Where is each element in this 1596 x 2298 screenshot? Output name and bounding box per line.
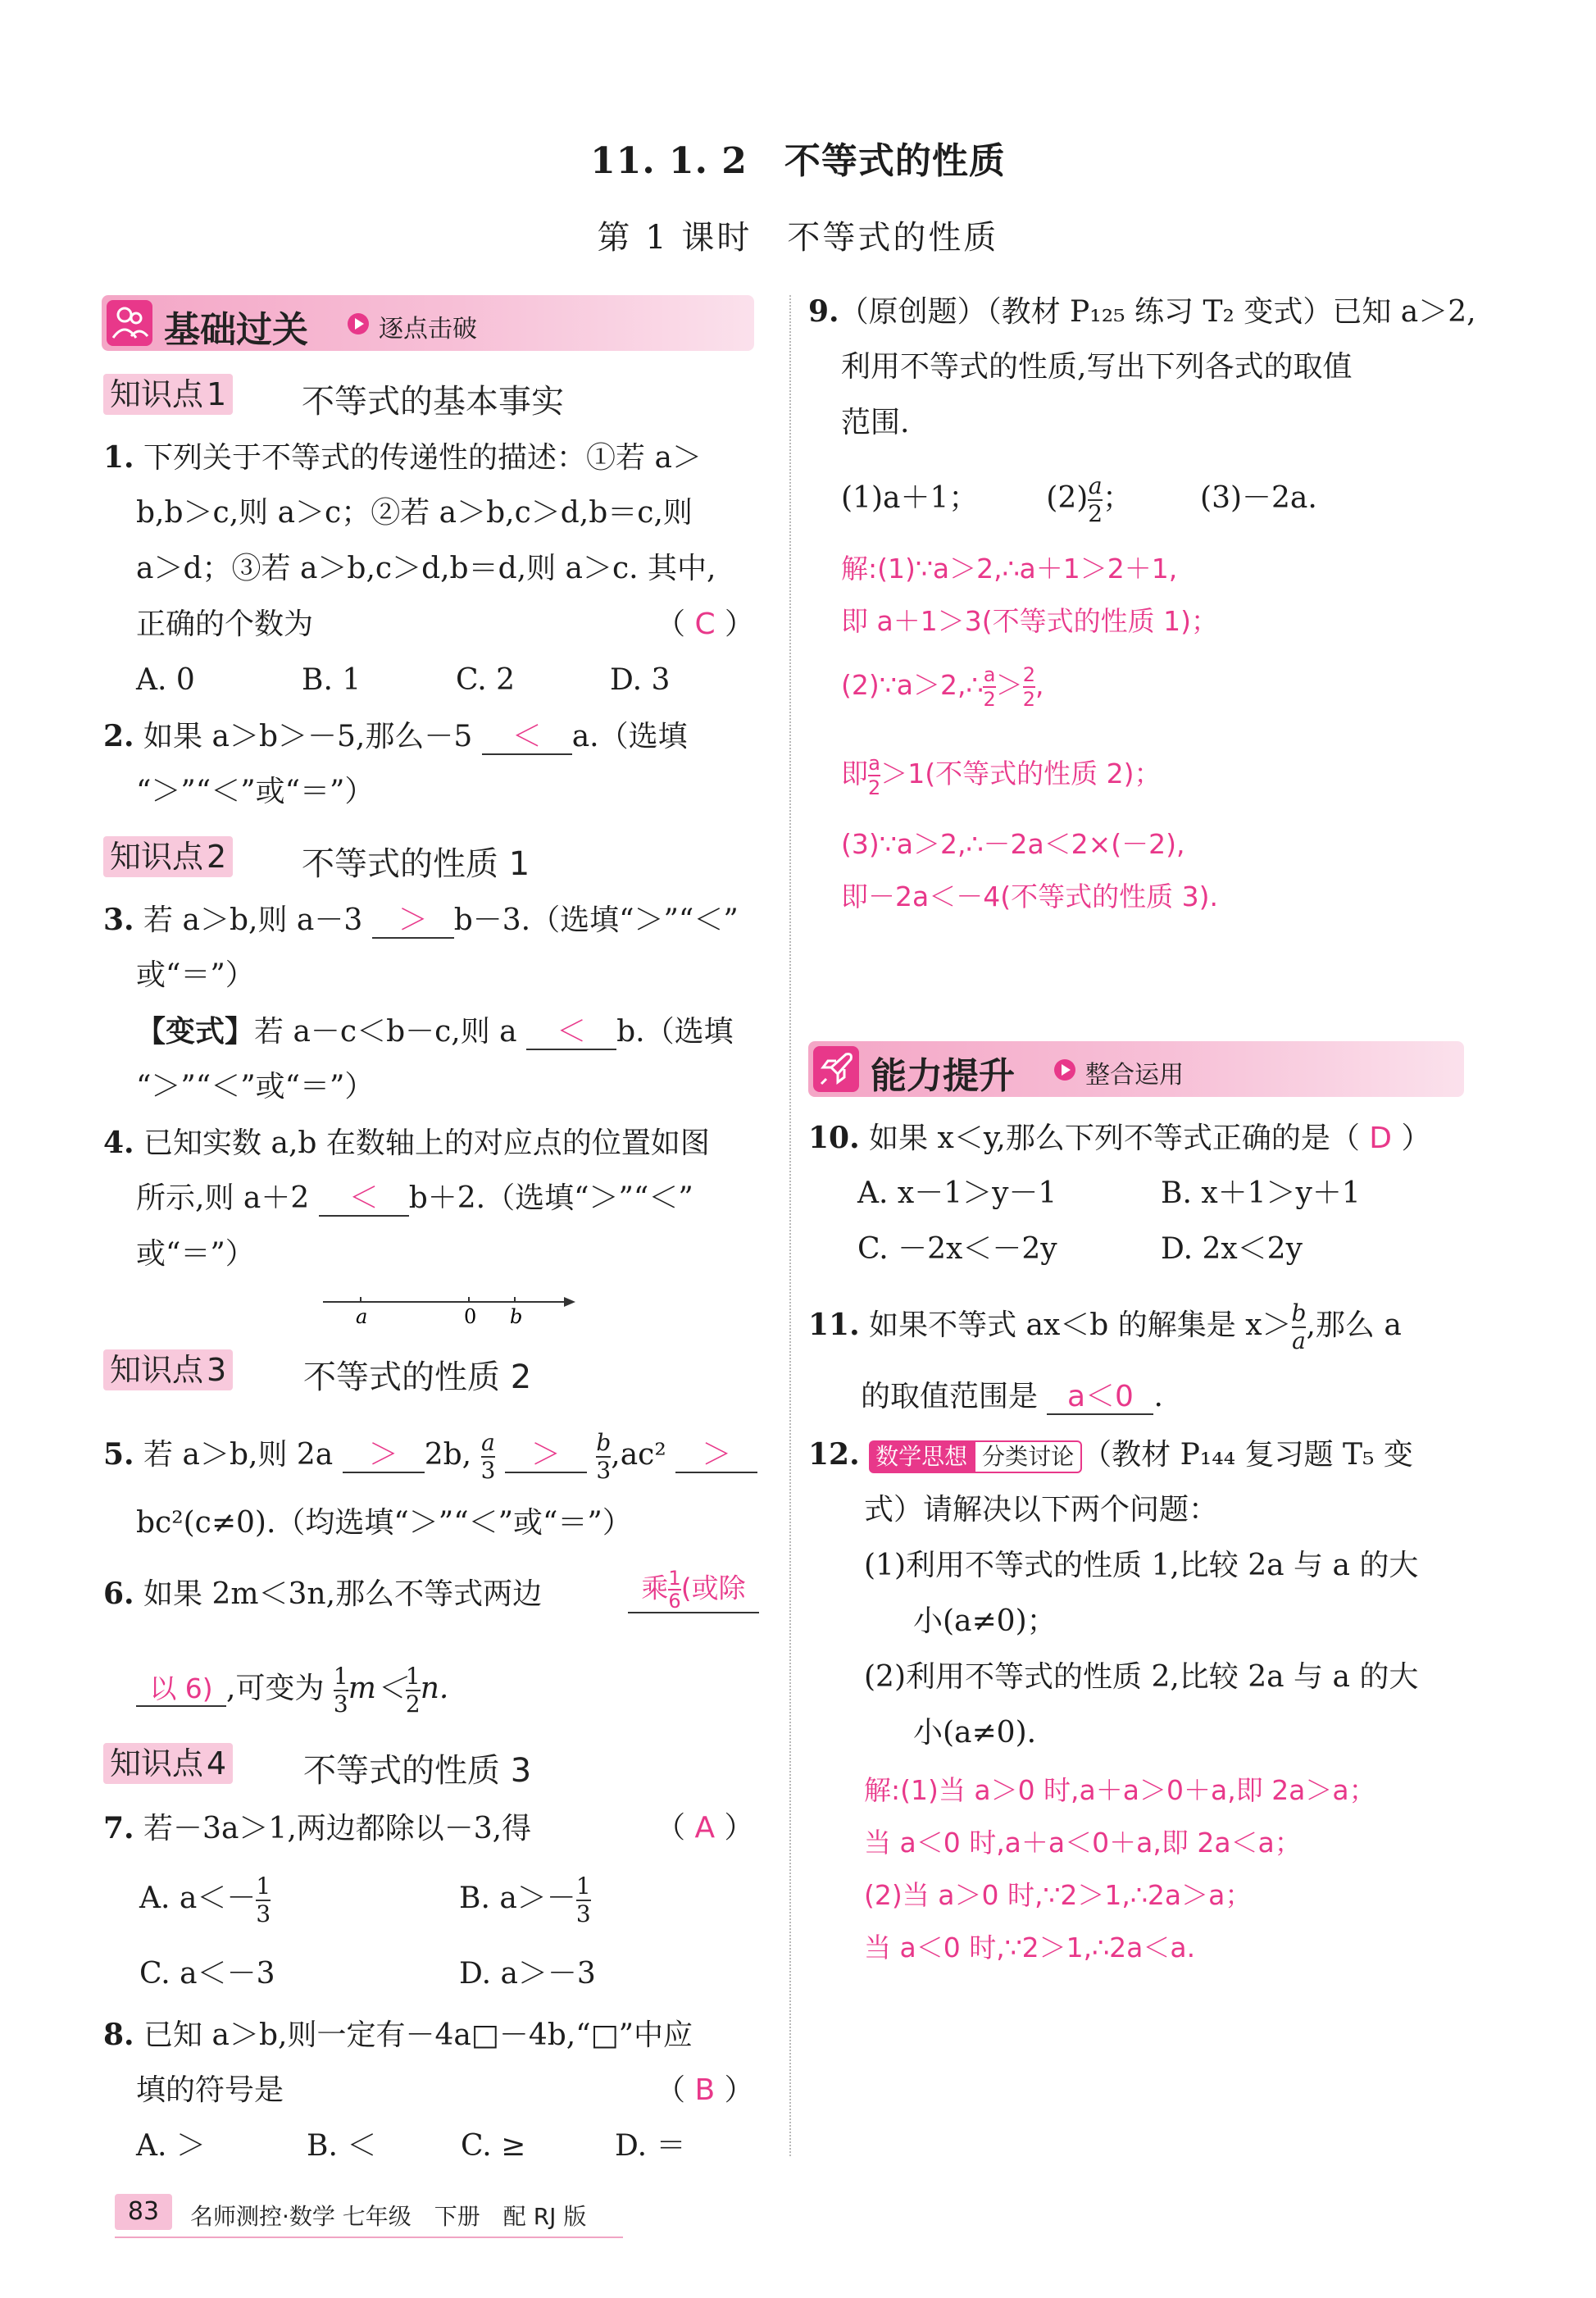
q9-solution-4: 即 $\frac{a}{2}$ ＞1(不等式的性质 2)； [841,751,1162,799]
axis-label-b: b [510,1305,523,1328]
question-4: 4. 已知实数 a,b 在数轴上的对应点的位置如图 [103,1126,710,1160]
q12-solution-3: (2)当 a＞0 时,∵2＞1,∴2a＞a； [864,1879,1253,1911]
footer-book-title: 名师测控·数学 七年级 下册 配 RJ 版 [190,2203,587,2230]
q9-solution-3: (2)∵a＞2,∴ $\frac{a}{2}$ ＞ $\frac{2}{2}$ , [841,662,1044,711]
question-2: 2. 如果 a＞b＞－5,那么－5 ＜ a.（选填 [103,719,688,753]
tag-classification: 分类讨论 [974,1440,1082,1473]
banner-advanced [808,1041,1464,1097]
kp-label-3: 知识点 3 [103,1349,233,1390]
column-divider [789,295,791,2156]
question-10: 10. 如果 x＜y,那么下列不等式正确的是（ D ） [808,1121,1431,1155]
question-3: 3. 若 a＞b,则 a－3 ＞ b－3.（选填“＞”“＜” [103,903,739,937]
play-icon [348,313,369,334]
kp-label-1: 知识点 1 [103,374,233,415]
number-line [320,1287,582,1328]
lesson-title: 第 1 课时 不等式的性质 [597,219,999,257]
q12-solution-4: 当 a＜0 时,∵2＞1,∴2a＜a. [864,1932,1196,1964]
q12-solution-1: 解:(1)当 a＞0 时,a＋a＞0＋a,即 2a＞a； [864,1774,1376,1806]
kp-title-1: 不等式的基本事实 [302,383,564,421]
variant-question: 【变式】若 a－c＜b－c,则 a ＜ b.（选填 [136,1014,734,1049]
banner-sub: 整合运用 [1085,1061,1184,1090]
kp-title-4: 不等式的性质 3 [303,1752,532,1790]
kp-label-4: 知识点 4 [103,1743,233,1784]
answer-paren: （ C ） [656,607,755,641]
worksheet-page: 11. 1. 2 不等式的性质 第 1 课时 不等式的性质 基础过关 逐点击破 知识点 1 不等式的基本事实 1. 下列关于不等式的传递性的描述：①若 a＞ b,b＞c,则 a＞c；②若 a＞b,c＞d,b＝c,则 a＞d；③若 a＞b,c＞d,b＝d,则 a＞c. 其中, 正确的个数为 （ C ） A. 0 B. 1 C. 2 D. 3 2. 如果 a＞b＞－5,那么－5 ＜ a.（选填 “＞”“＜”或“＝”） 知识点 2 不等式的性质 1 3. 若 a＞b,则 a－3 ＞ b－3.（选填“＞”“＜” 或“＝”） 【变式】若 a－c＜b－c,则 a ＜ b.（选填 “＞”“＜”或“＝”） 4. 已知实数 a,b 在数轴上的对应点的位置如图 所示,则 a＋2 ＜ b＋2.（选填“＞”“＜” 或“＝”） a 0 b 知识点 3 不等式的性质 2 5. 若 a＞b,则 2a ＞ 2b, $\frac{a}{3}$ ＞ $\frac{b}{3}$ ,ac² ＞ bc²(c≠0).（均选填“＞”“＜”或“＝”） 6. 如果 2m＜3n,那么不等式两边 乘 $\frac{1}{6}$ (或除 以 6) ,可变为 $\frac{1}{3}$ m＜ $\frac{1}{2}$ n. 知识点 4 不等式的性质 3 7. 若－3a＞1,两边都除以－3,得 （ A ） A. a＜－ $\frac{1}{3}$ B. a＞－ $\frac{1}{3}$ C. a＜－3 D. a＞－3 8. 已知 a＞b,则一定有－4a□－4b,“□”中应 填的符号是 （ B ） A. ＞ B. ＜ C. ≥ D. ＝ 9.（原创题）（教材 P₁₂₅ 练习 T₂ 变式）已知 a＞2, 利用不等式的性质,写出下列各式的取值 范围. (1)a＋1； (2) $\frac{a}{2}$ ； (3)－2a. 解:(1)∵a＞2,∴a＋1＞2＋1, 即 a＋1＞3(不等式的性质 1)； (2)∵a＞2,∴ $\frac{a}{2}$ ＞ $\frac{2}{2}$ , 即 $\frac{a}{2}$ ＞1(不等式的性质 2)； (3)∵a＞2,∴－2a＜2×(－2), 即－2a＜－4(不等式的性质 3). 能力提升 整合运用 10. 如果 x＜y,那么下列不等式正确的是（ D ） A. x－1＞y－1 B. x＋1＞y＋1 C. －2x＜－2y D. 2x＜2y 11. 如果不等式 ax＜b 的解集是 x＞ $\frac{b}{a}$ ,那么 a 的取值范围是 a＜0 . 12. 数学思想 分类讨论 （教材 P₁₄₄ 复习题 T₅ 变 式）请解决以下两个问题： (1)利用不等式的性质 1,比较 2a 与 a 的大 小(a≠0)； (2)利用不等式的性质 2,比较 2a 与 a 的大 小(a≠0). 解:(1)当 a＞0 时,a＋a＞0＋a,即 2a＞a； 当 a＜0 时,a＋a＜0＋a,即 2a＜a； (2)当 a＞0 时,∵2＞1,∴2a＞a； 当 a＜0 时,∵2＞1,∴2a＜a. 83 名师测控·数学 七年级 下册 配 RJ 版 [0,0,1596,2298]
tag-math-thinking: 数学思想 [869,1440,974,1473]
q9-solution-1: 解:(1)∵a＞2,∴a＋1＞2＋1, [841,553,1178,585]
kp-title-2: 不等式的性质 1 [302,845,530,883]
question-12: 12. 数学思想 分类讨论 （教材 P₁₄₄ 复习题 T₅ 变 [808,1437,1413,1472]
banner-basic [102,295,754,351]
axis-label-a: a [356,1305,368,1328]
question-1: 1. 下列关于不等式的传递性的描述：①若 a＞ [103,440,702,475]
question-7: 7. 若－3a＞1,两边都除以－3,得 [103,1811,532,1845]
play-icon [1054,1059,1075,1081]
question-11: 11. 如果不等式 ax＜b 的解集是 x＞ $\frac{b}{a}$ ,那么 a [808,1299,1402,1354]
banner-title: 基础过关 [164,309,308,351]
question-5: 5. 若 a＞b,则 2a ＞ 2b, $\frac{a}{3}$ ＞ $\frac{b}{3}$ ,ac² ＞ [103,1422,757,1488]
footer-rule [115,2237,623,2238]
kp-label-2: 知识点 2 [103,836,233,877]
page-number: 83 [115,2194,172,2230]
q9-solution-6: 即－2a＜－4(不等式的性质 3). [841,881,1218,912]
q9-solution-2: 即 a＋1＞3(不等式的性质 1)； [841,605,1218,637]
rocket-icon [813,1046,859,1092]
people-icon [107,300,152,346]
question-6: 6. 如果 2m＜3n,那么不等式两边 [103,1577,543,1611]
question-9: 9.（原创题）（教材 P₁₂₅ 练习 T₂ 变式）已知 a＞2, [808,294,1476,329]
q12-solution-2: 当 a＜0 时,a＋a＜0＋a,即 2a＜a； [864,1827,1302,1859]
banner-sub: 逐点击破 [379,315,477,344]
axis-label-zero: 0 [464,1305,477,1328]
q6-answer-line1: 乘 $\frac{1}{6}$ (或除 [628,1568,759,1613]
section-title: 11. 1. 2 不等式的性质 [590,140,1006,182]
banner-title: 能力提升 [871,1055,1015,1097]
q9-solution-5: (3)∵a＞2,∴－2a＜2×(－2), [841,828,1185,860]
kp-title-3: 不等式的性质 2 [303,1358,532,1396]
question-8: 8. 已知 a＞b,则一定有－4a□－4b,“□”中应 [103,2018,693,2052]
